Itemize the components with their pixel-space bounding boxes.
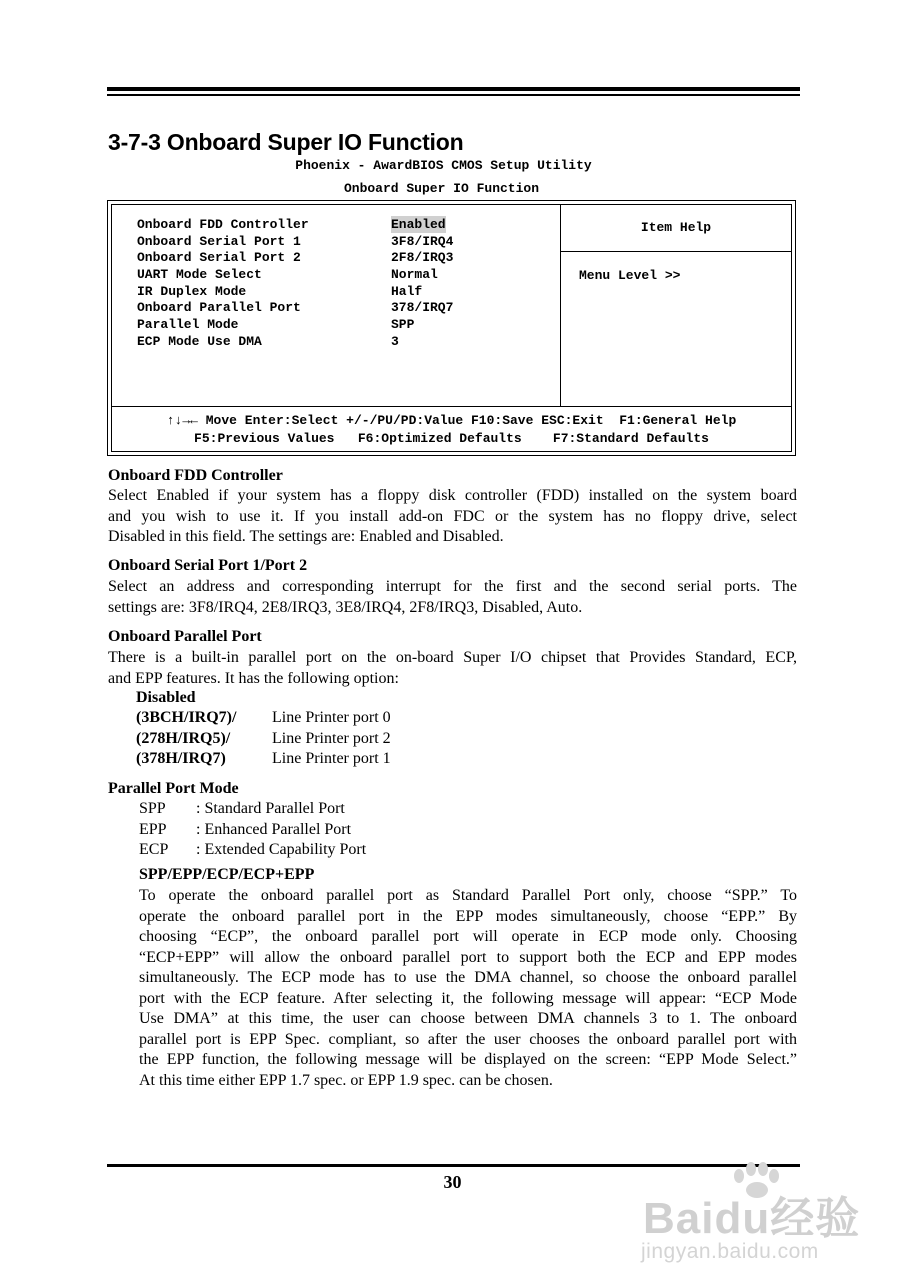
mode-line: simultaneously. The ECP mode has to use the DMA channel, so choose the onboard parallel [139, 969, 797, 986]
mode-line: port with the ECP feature. After selecting it, the following message will appear: “ECP Mode [139, 989, 797, 1007]
bios-item-label: Onboard Serial Port 2 [137, 250, 301, 265]
bios-screen [107, 200, 796, 456]
parallel-option [136, 689, 196, 707]
serial-paragraph [108, 577, 797, 618]
option-desc: Line Printer port 2 [272, 730, 391, 747]
bios-item-value[interactable]: 2F8/IRQ3 [391, 250, 454, 265]
mode-key: ECP [139, 841, 169, 858]
mode-heading: Parallel Port Mode [108, 780, 239, 797]
bios-item-uart-mode[interactable] [137, 266, 438, 283]
bios-item-label: Parallel Mode [137, 317, 239, 332]
mode-paragraph [139, 886, 797, 1091]
bios-item-fdd-controller[interactable] [137, 216, 446, 233]
bios-item-value[interactable]: 3 [391, 334, 399, 349]
bios-item-serial-port-1[interactable] [137, 233, 453, 250]
bios-item-label: ECP Mode Use DMA [137, 334, 262, 349]
fdd-paragraph [108, 486, 797, 548]
bios-item-parallel-port[interactable] [137, 299, 453, 316]
parallel-heading: Onboard Parallel Port [108, 628, 262, 645]
bios-key-legend-line2: F5:Previous Values F6:Optimized Defaults F7:Standard Defaults [194, 431, 709, 446]
mode-desc: : Standard Parallel Port [196, 800, 345, 817]
option-key: (3BCH/IRQ7)/ [136, 709, 237, 726]
bios-item-label: Onboard Parallel Port [137, 300, 301, 315]
page-number: 30 [443, 1172, 462, 1192]
mode-line: To operate the onboard parallel port as Standard Parallel Port only, choose “SPP.” To [139, 887, 797, 904]
bios-item-ecp-dma[interactable] [137, 333, 399, 350]
bios-item-value[interactable]: 378/IRQ7 [391, 300, 454, 315]
help-title: Item Help [640, 220, 712, 235]
bios-item-ir-duplex[interactable] [137, 283, 422, 300]
help-title-row [561, 205, 791, 252]
bios-item-value[interactable]: Normal [391, 267, 438, 282]
mode-line: At this time either EPP 1.7 spec. or EPP 1.9 spec. can be chosen. [139, 1071, 553, 1089]
parallel-option [136, 730, 391, 748]
bios-item-label: Onboard Serial Port 1 [137, 234, 301, 249]
option-desc: Line Printer port 1 [272, 750, 391, 767]
bios-utility-title: Phoenix - AwardBIOS CMOS Setup Utility [295, 158, 592, 173]
bios-screen-frame [111, 204, 792, 452]
fdd-line: Disabled in this field. The settings are: Enabled and Disabled. [108, 528, 504, 545]
mode-entry [139, 841, 367, 859]
top-rule-thin [107, 94, 800, 96]
parallel-option [136, 709, 391, 727]
bios-help-panel [561, 205, 791, 407]
bios-item-serial-port-2[interactable] [137, 249, 453, 266]
fdd-heading: Onboard FDD Controller [108, 467, 283, 484]
parallel-line: and EPP features. It has the following option: [108, 669, 399, 687]
bios-item-value[interactable]: 3F8/IRQ4 [391, 234, 454, 249]
option-key: (278H/IRQ5)/ [136, 730, 231, 747]
baidu-watermark [641, 1162, 871, 1272]
fdd-line: Select Enabled if your system has a floppy disk controller (FDD) installed on the system board [108, 487, 797, 504]
bios-item-parallel-mode[interactable] [137, 316, 414, 333]
bios-key-legend-line1: ↑↓→← Move Enter:Select +/-/PU/PD:Value F10:Save ESC:Exit F1:General Help [166, 413, 737, 428]
bios-item-value[interactable]: SPP [391, 317, 415, 332]
mode-line: Use DMA” at this time, the user can choose between DMA channels 3 to 1. The onboard [139, 1010, 797, 1027]
bios-item-value[interactable]: Enabled [391, 217, 446, 232]
bios-menu-panel [112, 205, 561, 407]
mode-line: choosing “ECP”, the onboard parallel port will operate in ECP mode only. Choosing [139, 928, 797, 945]
section-title: 3-7-3 Onboard Super IO Function [108, 129, 464, 155]
mode-entry [139, 821, 352, 839]
fdd-line: and you wish to use it. If you install add-on FDC or the system has no floppy drive, select [108, 507, 797, 525]
parallel-option [136, 750, 391, 768]
serial-line: Select an address and corresponding interrupt for the first and the second serial ports. The [108, 578, 797, 595]
mode-sub-heading: SPP/EPP/ECP/ECP+EPP [139, 866, 315, 883]
bios-item-value[interactable]: Half [391, 284, 423, 299]
bios-item-label: UART Mode Select [137, 267, 262, 282]
mode-entry [139, 800, 345, 818]
help-text: Menu Level >> [579, 268, 681, 283]
parallel-line: There is a built-in parallel port on the on-board Super I/O chipset that Provides Standard, ECP, [108, 649, 797, 666]
option-desc: Line Printer port 0 [272, 709, 391, 726]
option-key: (378H/IRQ7) [136, 750, 226, 767]
mode-key: EPP [139, 821, 167, 838]
serial-heading: Onboard Serial Port 1/Port 2 [108, 557, 308, 574]
mode-line: parallel port is EPP Spec. compliant, so after the user chooses the onboard parallel port with [139, 1030, 797, 1048]
bios-item-label: IR Duplex Mode [137, 284, 247, 299]
mode-desc: : Extended Capability Port [196, 841, 367, 858]
serial-line: settings are: 3F8/IRQ4, 2E8/IRQ3, 3E8/IRQ4, 2F8/IRQ3, Disabled, Auto. [108, 598, 583, 616]
mode-line: operate the onboard parallel port in the EPP modes simultaneously, choose “EPP.” By [139, 907, 797, 925]
mode-desc: : Enhanced Parallel Port [196, 821, 352, 838]
bios-item-label: Onboard FDD Controller [137, 217, 309, 232]
option-key: Disabled [136, 689, 196, 706]
top-rule [107, 87, 800, 91]
watermark-url: jingyan.baidu.com [641, 1240, 819, 1263]
mode-line: “ECP+EPP” will allow the onboard parallel port to support both the ECP and EPP modes [139, 948, 797, 966]
mode-line: the EPP function, the following message will be displayed on the screen: “EPP Mode Select.” [139, 1051, 797, 1068]
bios-screen-title: Onboard Super IO Function [343, 181, 540, 196]
watermark-brand: Baidu经验 [643, 1194, 861, 1243]
mode-key: SPP [139, 800, 166, 817]
parallel-paragraph [108, 648, 797, 689]
